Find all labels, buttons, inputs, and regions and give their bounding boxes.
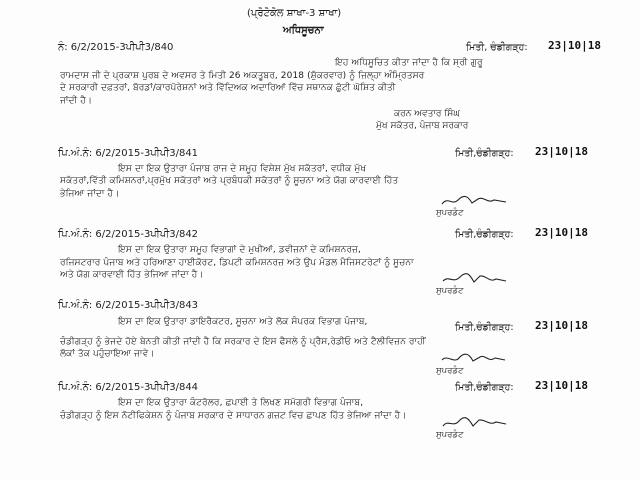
endorsement-date: 23|10|18	[535, 145, 588, 158]
handwritten-signature	[440, 352, 510, 366]
department-heading: (ਪ੍ਰੋਟੋਕੋਲ ਸ਼ਾਖਾ-3 ਸ਼ਾਖਾ)	[247, 8, 342, 19]
endorsement-line: ਇਸ ਦਾ ਇਕ ਉਤਾਰਾ ਪੰਜਾਬ ਰਾਜ ਦੇ ਸਮੂਹ ਵਿਸ਼ੇਸ਼ ਮੁੱਖ ਸਕੱਤਰਾਂ, ਵਧੀਕ ਮੁੱਖ	[118, 164, 367, 174]
signatory-name: ਕਰਨ ਅਵਤਾਰ ਸਿੰਘ	[394, 109, 460, 119]
endorsement-line: ਇਸ ਦਾ ਇਕ ਉਤਾਰਾ ਡਾਇਰੈਕਟਰ, ਸੂਚਨਾ ਅਤੇ ਲੋਕ ਸੰਪਰਕ ਵਿਭਾਗ ਪੰਜਾਬ,	[118, 317, 368, 327]
endorsement-line: ਰਜਿਸਟਰਾਰ ਪੰਜਾਬ ਅਤੇ ਹਰਿਆਣਾ ਹਾਈਕੋਰਟ, ਡਿਪਟੀ ਕਮਿਸ਼ਨਰਜ਼ ਅਤੇ ਉਪ ਮੰਡਲ ਮੈਜਿਸਟਰੇਟਾਂ ਨੂੰ ਸੂਚਨਾ	[60, 258, 414, 268]
endorsement-date: 23|10|18	[535, 319, 588, 332]
notification-date-label: ਮਿਤੀ, ਚੰਡੀਗੜ੍ਹ:	[466, 42, 528, 53]
endorsement-line: ਲੋਕਾਂ ਤੱਕ ਪਹੁੰਚਾਇਆ ਜਾਵੇ।	[60, 349, 155, 359]
notification-number: ਨੰ: 6/2/2015-3ਪੀਪੀ3/840	[58, 42, 174, 53]
endorsement-number: ਪਿ.ਅੰ.ਨੰ: 6/2/2015-3ਪੀਪੀ3/844	[58, 382, 199, 393]
endorsement-line: ਚੰਡੀਗੜ੍ਹ ਨੂੰ ਇਸ ਨੋਟੀਫਿਕੇਸ਼ਨ ਨੂੰ ਪੰਜਾਬ ਸਰਕਾਰ ਦੇ ਸਾਧਾਰਨ ਗਜ਼ਟ ਵਿਚ ਛਾਪਣ ਹਿੱਤ ਭੇਜਿਆ ਜਾਂਦਾ ਹੈ।	[60, 411, 407, 421]
notification-line: ਦੇ ਸਰਕਾਰੀ ਦਫ਼ਤਰਾਂ, ਬੋਰਡਾਂ/ਕਾਰਪੋਰੇਸ਼ਨਾਂ ਅਤੇ ਵਿੱਦਿਅਕ ਅਦਾਰਿਆਂ ਵਿੱਚ ਸਥਾਨਕ ਛੁੱਟੀ ਘੋਸ਼ਿਤ ਕੀਤੀ	[60, 83, 396, 93]
superintendent-title: ਸੁਪਰਡੰਟ	[436, 366, 464, 376]
handwritten-signature	[440, 194, 510, 208]
endorsement-line: ਭੇਜਿਆ ਜਾਂਦਾ ਹੈ।	[60, 189, 120, 199]
superintendent-title: ਸੁਪਰਡੰਟ	[436, 430, 464, 440]
endorsement-line: ਇਸ ਦਾ ਇਕ ਉਤਾਰਾ ਕੰਟਰੋਲਰ, ਛਪਾਈ ਤੇ ਲਿਖਣ ਸਮੱਗਰੀ ਵਿਭਾਗ ਪੰਜਾਬ,	[118, 398, 364, 408]
endorsement-line: ਚੰਡੀਗੜ੍ਹ ਨੂੰ ਭੇਜਦੇ ਹੋਏ ਬੇਨਤੀ ਕੀਤੀ ਜਾਂਦੀ ਹੈ ਕਿ ਸਰਕਾਰ ਦੇ ਇਸ ਫੈਸਲੇ ਨੂੰ ਪ੍ਰੈਸ,ਰੇਡੀਓ ਅਤੇ ਟੈਲੀਵਿਜ਼ਨ ਰਾਹੀਂ	[60, 337, 426, 347]
endorsement-date: 23|10|18	[535, 226, 588, 239]
endorsement-line: ਅਤੇ ਯੋਗ ਕਾਰਵਾਈ ਹਿੱਤ ਭੇਜਿਆ ਜਾਂਦਾ ਹੈ।	[60, 270, 204, 280]
endorsement-number: ਪਿ.ਅੰ.ਨੰ: 6/2/2015-3ਪੀਪੀ3/841	[58, 148, 199, 159]
signatory-title: ਮੁੱਖ ਸਕੱਤਰ, ਪੰਜਾਬ ਸਰਕਾਰ	[376, 121, 469, 131]
notification-line: ਰਾਮਦਾਸ ਜੀ ਦੇ ਪ੍ਰਕਾਸ਼ ਪੁਰਬ ਦੇ ਅਵਸਰ ਤੇ ਮਿਤੀ 26 ਅਕਤੂਬਰ, 2018 (ਸ਼ੁੱਕਰਵਾਰ) ਨੂੰ ਜ਼ਿਲ੍ਹਾ ਅੰਮ੍ਰਿਤਸਰ	[60, 71, 425, 81]
handwritten-signature	[440, 272, 510, 286]
endorsement-line: ਇਸ ਦਾ ਇਕ ਉਤਾਰਾ ਸਮੂਹ ਵਿਭਾਗਾਂ ਦੇ ਮੁਖੀਆਂ, ਡਵੀਜ਼ਨਾਂ ਦੇ ਕਮਿਸ਼ਨਰਜ਼,	[118, 245, 361, 255]
endorsement-date-label: ਮਿਤੀ,ਚੰਡੀਗੜ੍ਹ:	[455, 229, 514, 240]
notification-line: ਜਾਂਦੀ ਹੈ।	[60, 96, 93, 106]
endorsement-number: ਪਿ.ਅੰ.ਨੰ: 6/2/2015-3ਪੀਪੀ3/842	[58, 229, 199, 240]
notification-line: ਇਹ ਅਧਿਸੂਚਿਤ ਕੀਤਾ ਜਾਂਦਾ ਹੈ ਕਿ ਸ੍ਰੀ ਗੁਰੂ	[335, 58, 483, 68]
endorsement-date-label: ਮਿਤੀ,ਚੰਡੀਗੜ੍ਹ:	[455, 148, 514, 159]
endorsement-date-label: ਮਿਤੀ,ਚੰਡੀਗੜ੍ਹ:	[455, 382, 514, 393]
endorsement-line: ਸਕੱਤਰਾਂ,ਵਿੱਤੀ ਕਮਿਸ਼ਨਰਾਂ,ਪ੍ਰਮੁੱਖ ਸਕੱਤਰਾਂ ਅਤੇ ਪ੍ਰਬੰਧਕੀ ਸਕੱਤਰਾਂ ਨੂੰ ਸੂਚਨਾ ਅਤੇ ਯੋਗ ਕਾਰਵਾਈ ਹਿੱਤ	[60, 176, 399, 186]
endorsement-number: ਪਿ.ਅੰ.ਨੰ: 6/2/2015-3ਪੀਪੀ3/843	[58, 300, 199, 311]
notification-date: 23|10|18	[548, 39, 601, 52]
endorsement-date: 23|10|18	[535, 379, 588, 392]
endorsement-date-label: ਮਿਤੀ,ਚੰਡੀਗੜ੍ਹ:	[455, 322, 514, 333]
handwritten-signature	[440, 416, 510, 430]
superintendent-title: ਸੁਪਰਡੰਟ	[436, 208, 464, 218]
document-title: ਅਧਿਸੂਚਨਾ	[283, 25, 324, 36]
superintendent-title: ਸੁਪਰਡੰਟ	[436, 286, 464, 296]
